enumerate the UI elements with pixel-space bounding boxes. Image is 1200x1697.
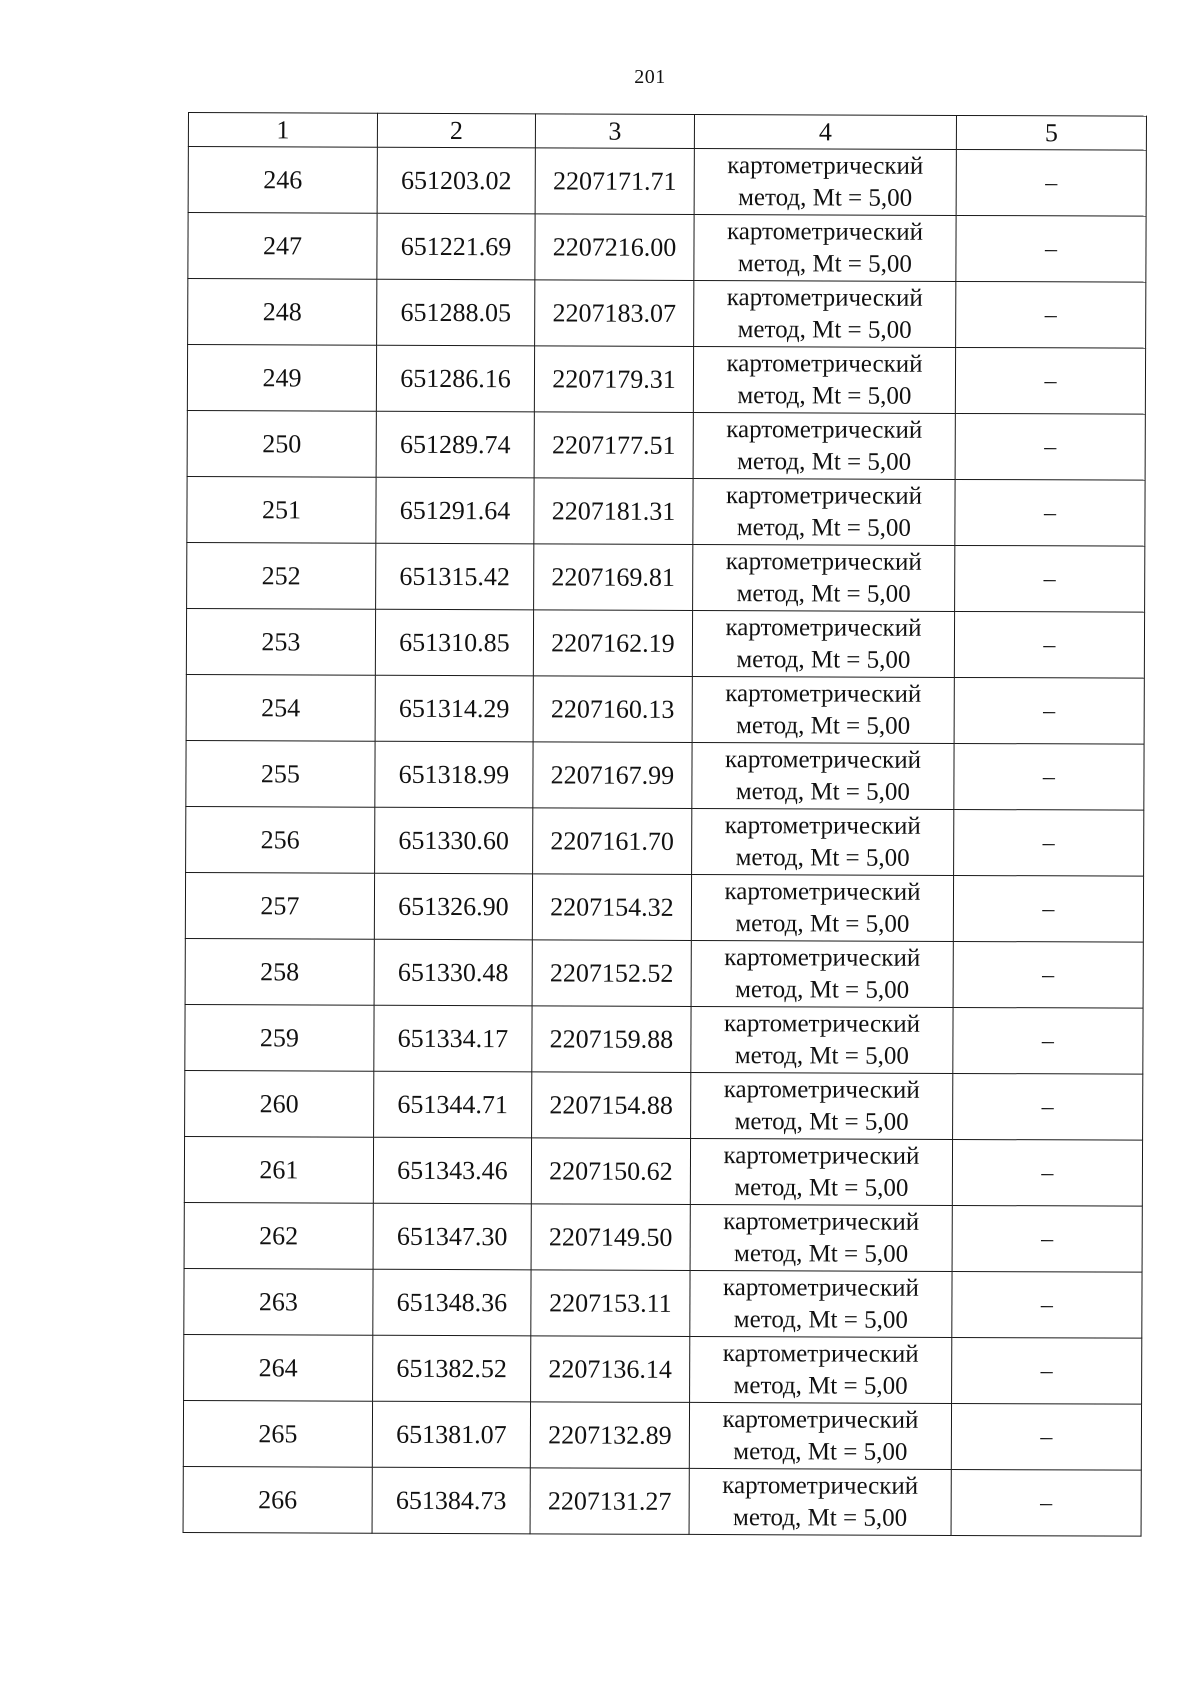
method-line-2: метод, Mt = 5,00	[737, 249, 912, 278]
method-line-2: метод, Mt = 5,00	[735, 975, 910, 1004]
method-cell	[690, 1336, 952, 1403]
x-coordinate-cell: 651381.07	[372, 1401, 530, 1468]
point-number-cell: 257	[185, 872, 374, 939]
point-number-cell: 262	[184, 1202, 373, 1269]
note-cell: –	[953, 1073, 1143, 1140]
method-cell	[691, 1006, 953, 1073]
method-cell	[692, 676, 954, 743]
method-line-2: метод, Mt = 5,00	[734, 1107, 909, 1136]
table-row	[184, 1202, 1142, 1272]
method-line-2: метод, Mt = 5,00	[737, 447, 912, 476]
y-coordinate-cell: 2207179.31	[534, 346, 693, 413]
y-coordinate-cell: 2207216.00	[535, 214, 694, 281]
method-line-1: картометрический	[722, 1405, 919, 1434]
table-row	[187, 542, 1145, 612]
note-cell: –	[952, 1139, 1142, 1206]
note-cell: –	[954, 809, 1144, 876]
y-coordinate-cell: 2207171.71	[535, 148, 694, 215]
method-cell	[692, 808, 954, 875]
point-number-cell: 260	[185, 1070, 374, 1137]
method-line-1: картометрический	[722, 1339, 919, 1368]
point-number-cell: 253	[186, 608, 375, 675]
note-cell: –	[955, 545, 1145, 612]
method-line-1: картометрический	[724, 943, 921, 972]
y-coordinate-cell: 2207131.27	[530, 1468, 689, 1535]
note-cell: –	[955, 347, 1145, 414]
method-line-1: картометрический	[722, 1273, 920, 1302]
x-coordinate-cell: 651344.71	[374, 1071, 532, 1138]
x-coordinate-cell: 651343.46	[373, 1137, 531, 1204]
note-cell: –	[956, 281, 1146, 348]
method-line-1: картометрический	[725, 679, 922, 708]
method-line-1: картометрический	[723, 1207, 920, 1236]
table-row	[184, 1268, 1142, 1338]
coordinates-table	[183, 112, 1147, 1537]
method-cell	[690, 1270, 952, 1337]
point-number-cell: 264	[184, 1334, 373, 1401]
table-row	[185, 872, 1143, 942]
method-line-2: метод, Mt = 5,00	[735, 777, 910, 806]
y-coordinate-cell: 2207150.62	[531, 1138, 690, 1205]
point-number-cell: 249	[187, 345, 376, 412]
note-cell: –	[952, 1205, 1142, 1272]
table-row	[188, 279, 1146, 349]
note-cell: –	[954, 611, 1144, 678]
method-line-2: метод, Mt = 5,00	[736, 711, 911, 740]
table-row	[188, 147, 1146, 217]
point-number-cell: 255	[186, 740, 375, 807]
note-cell: –	[952, 1337, 1142, 1404]
y-coordinate-cell: 2207159.88	[532, 1006, 691, 1073]
table-row	[187, 410, 1145, 480]
method-line-2: метод, Mt = 5,00	[738, 183, 913, 212]
point-number-cell: 247	[188, 213, 377, 280]
method-cell	[693, 346, 955, 413]
y-coordinate-cell: 2207154.32	[532, 874, 691, 941]
method-cell	[692, 610, 954, 677]
method-cell	[692, 742, 954, 809]
method-cell	[694, 148, 956, 215]
page-number: 201	[634, 66, 666, 88]
method-line-1: картометрический	[724, 811, 921, 840]
note-cell: –	[951, 1403, 1141, 1470]
method-line-2: метод, Mt = 5,00	[735, 843, 910, 872]
note-cell: –	[955, 413, 1145, 480]
column-header: 5	[956, 115, 1146, 150]
table-row	[184, 1136, 1142, 1206]
x-coordinate-cell: 651330.48	[374, 939, 532, 1006]
x-coordinate-cell: 651347.30	[373, 1203, 531, 1270]
table-header-row	[188, 113, 1146, 151]
y-coordinate-cell: 2207153.11	[531, 1270, 690, 1337]
method-line-1: картометрический	[723, 1075, 920, 1104]
method-line-1: картометрический	[726, 283, 923, 312]
method-line-2: метод, Mt = 5,00	[737, 381, 912, 410]
note-cell: –	[953, 1007, 1143, 1074]
note-cell: –	[956, 149, 1146, 216]
method-cell	[694, 214, 956, 281]
method-cell	[693, 412, 955, 479]
point-number-cell: 246	[188, 147, 377, 214]
table-row	[184, 1334, 1142, 1404]
note-cell: –	[953, 875, 1143, 942]
method-line-1: картометрический	[726, 217, 924, 246]
method-cell	[689, 1402, 951, 1469]
point-number-cell: 251	[187, 476, 376, 543]
column-header: 3	[535, 114, 694, 149]
x-coordinate-cell: 651203.02	[377, 147, 535, 214]
x-coordinate-cell: 651382.52	[373, 1335, 531, 1402]
point-number-cell: 254	[186, 674, 375, 741]
table-row	[185, 938, 1143, 1008]
x-coordinate-cell: 651315.42	[376, 543, 534, 610]
table-row	[185, 1004, 1143, 1074]
y-coordinate-cell: 2207169.81	[534, 544, 693, 611]
y-coordinate-cell: 2207132.89	[530, 1402, 689, 1469]
x-coordinate-cell: 651318.99	[375, 741, 533, 808]
method-cell	[690, 1204, 952, 1271]
y-coordinate-cell: 2207154.88	[532, 1072, 691, 1139]
column-header: 2	[377, 113, 535, 148]
x-coordinate-cell: 651348.36	[373, 1269, 531, 1336]
note-cell: –	[955, 479, 1145, 546]
y-coordinate-cell: 2207177.51	[534, 412, 693, 479]
note-cell: –	[951, 1469, 1141, 1536]
method-cell	[690, 1138, 952, 1205]
note-cell: –	[954, 677, 1144, 744]
method-line-2: метод, Mt = 5,00	[736, 645, 911, 674]
method-line-2: метод, Mt = 5,00	[734, 1041, 909, 1070]
table-row	[186, 740, 1144, 810]
y-coordinate-cell: 2207162.19	[533, 610, 692, 677]
y-coordinate-cell: 2207160.13	[533, 676, 692, 743]
point-number-cell: 261	[184, 1136, 373, 1203]
method-line-1: картометрический	[723, 1141, 920, 1170]
x-coordinate-cell: 651289.74	[376, 411, 534, 478]
x-coordinate-cell: 651286.16	[376, 345, 534, 412]
y-coordinate-cell: 2207167.99	[533, 742, 692, 809]
table-row	[183, 1400, 1141, 1470]
y-coordinate-cell: 2207149.50	[531, 1204, 690, 1271]
note-cell: –	[956, 215, 1146, 282]
method-line-1: картометрический	[725, 481, 923, 510]
point-number-cell: 256	[186, 806, 375, 873]
x-coordinate-cell: 651221.69	[377, 213, 535, 280]
column-header: 1	[188, 113, 377, 148]
table-row	[188, 213, 1146, 283]
method-line-2: метод, Mt = 5,00	[737, 315, 912, 344]
table-row	[185, 1070, 1143, 1140]
method-line-1: картометрический	[725, 613, 922, 642]
method-line-2: метод, Mt = 5,00	[735, 909, 910, 938]
method-line-1: картометрический	[727, 151, 924, 180]
method-line-2: метод, Mt = 5,00	[733, 1503, 908, 1532]
method-line-1: картометрический	[724, 745, 922, 774]
note-cell: –	[954, 743, 1144, 810]
method-cell	[689, 1468, 951, 1535]
y-coordinate-cell: 2207136.14	[531, 1336, 690, 1403]
point-number-cell: 248	[188, 279, 377, 346]
method-line-1: картометрический	[722, 1471, 919, 1500]
coordinates-table-container	[183, 112, 1146, 1537]
x-coordinate-cell: 651326.90	[374, 873, 532, 940]
method-line-1: картометрический	[724, 877, 921, 906]
point-number-cell: 266	[183, 1466, 372, 1533]
table-row	[186, 608, 1144, 678]
point-number-cell: 258	[185, 938, 374, 1005]
table-body	[183, 147, 1146, 1537]
method-line-1: картометрический	[726, 415, 923, 444]
point-number-cell: 263	[184, 1268, 373, 1335]
x-coordinate-cell: 651330.60	[375, 807, 533, 874]
y-coordinate-cell: 2207181.31	[534, 478, 693, 545]
method-cell	[691, 874, 953, 941]
table-row	[186, 674, 1144, 744]
note-cell: –	[953, 941, 1143, 1008]
method-cell	[691, 1072, 953, 1139]
point-number-cell: 252	[187, 542, 376, 609]
table-row	[183, 1466, 1141, 1536]
method-cell	[691, 940, 953, 1007]
method-line-2: метод, Mt = 5,00	[733, 1371, 908, 1400]
table-row	[187, 476, 1145, 546]
x-coordinate-cell: 651314.29	[375, 675, 533, 742]
method-cell	[693, 478, 955, 545]
method-line-1: картометрический	[726, 349, 923, 378]
method-line-2: метод, Mt = 5,00	[736, 513, 911, 542]
method-line-2: метод, Mt = 5,00	[734, 1239, 909, 1268]
y-coordinate-cell: 2207183.07	[535, 280, 694, 347]
x-coordinate-cell: 651288.05	[377, 279, 535, 346]
point-number-cell: 250	[187, 410, 376, 477]
table-row	[187, 345, 1145, 415]
y-coordinate-cell: 2207152.52	[532, 940, 691, 1007]
x-coordinate-cell: 651384.73	[372, 1467, 530, 1534]
y-coordinate-cell: 2207161.70	[533, 808, 692, 875]
method-line-2: метод, Mt = 5,00	[736, 579, 911, 608]
point-number-cell: 259	[185, 1004, 374, 1071]
table-row	[186, 806, 1144, 876]
method-cell	[694, 280, 956, 347]
column-header: 4	[694, 114, 956, 149]
x-coordinate-cell: 651310.85	[375, 609, 533, 676]
method-line-2: метод, Mt = 5,00	[733, 1437, 908, 1466]
method-line-2: метод, Mt = 5,00	[733, 1305, 908, 1334]
x-coordinate-cell: 651334.17	[374, 1005, 532, 1072]
method-cell	[693, 544, 955, 611]
method-line-1: картометрический	[725, 547, 922, 576]
method-line-1: картометрический	[723, 1009, 921, 1038]
x-coordinate-cell: 651291.64	[376, 477, 534, 544]
note-cell: –	[952, 1271, 1142, 1338]
method-line-2: метод, Mt = 5,00	[734, 1173, 909, 1202]
point-number-cell: 265	[183, 1400, 372, 1467]
